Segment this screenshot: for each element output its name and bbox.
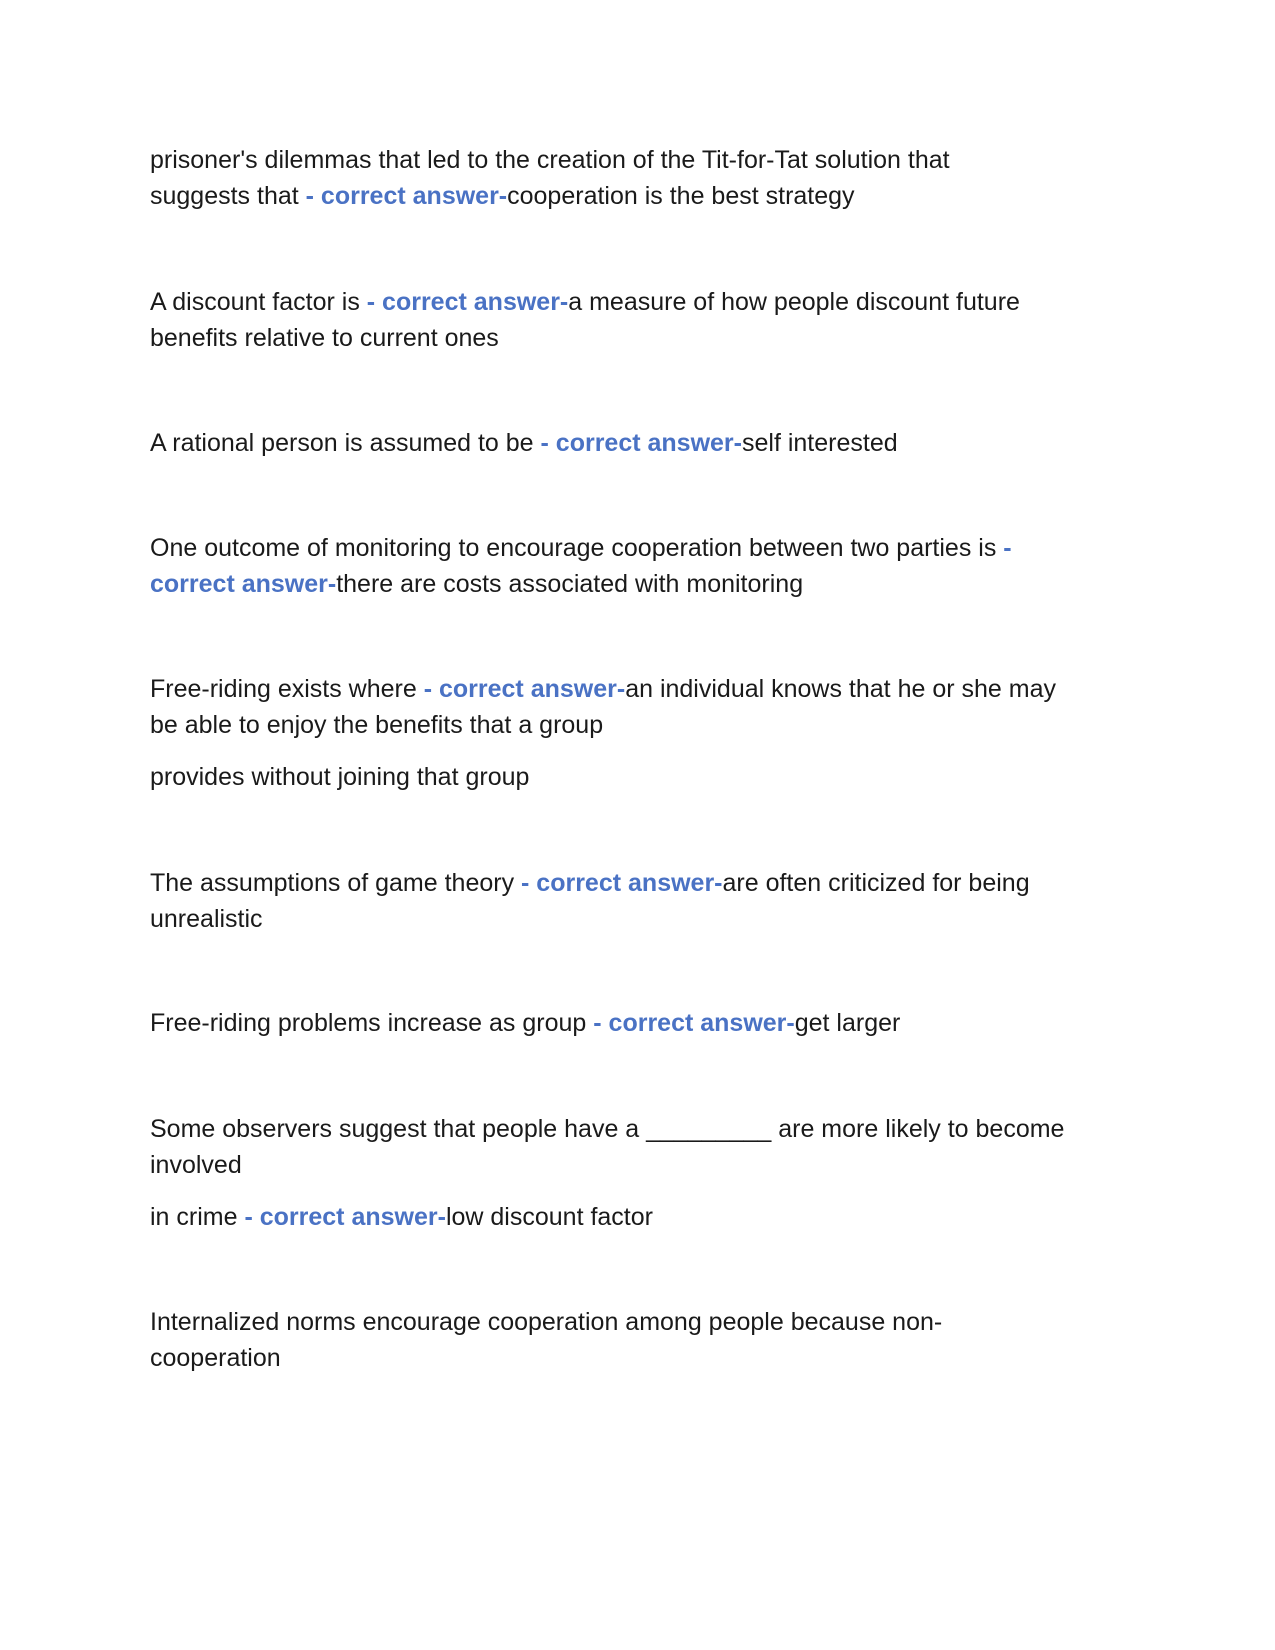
question-7-text: Free-riding problems increase as group (150, 1009, 594, 1037)
answer-2-text-cont: benefits relative to current ones (150, 324, 499, 352)
correct-answer-marker: - correct answer- (593, 1009, 795, 1037)
question-5-text: Free-riding exists where (150, 675, 424, 703)
question-9-text: Internalized norms encourage cooperation among people because non- (150, 1308, 943, 1336)
question-2-line-2 (150, 320, 1140, 356)
question-4-text: One outcome of monitoring to encourage cooperation between two parties is (150, 534, 1004, 562)
answer-3-text: self interested (741, 429, 898, 457)
question-6-line-2 (150, 901, 1140, 937)
question-4-line-2 (150, 566, 1140, 602)
question-3-line-1 (150, 425, 1140, 461)
correct-answer-marker: - correct answer- (521, 869, 723, 897)
question-5-line-3 (150, 759, 1140, 795)
question-5-line-2 (150, 707, 1140, 743)
question-9-line-2 (150, 1340, 1140, 1376)
question-6-text: The assumptions of game theory (150, 869, 522, 897)
question-8-text-cont-2: in crime (150, 1203, 245, 1231)
question-8-line-1 (150, 1111, 1140, 1147)
answer-7-text: get larger (794, 1009, 901, 1037)
question-7-line-1 (150, 1005, 1140, 1041)
question-1-line-1 (150, 142, 1140, 178)
question-5-line-1 (150, 671, 1140, 707)
answer-2-text: a measure of how people discount future (568, 288, 1020, 316)
correct-answer-marker: - correct answer- (244, 1203, 446, 1231)
question-3-text: A rational person is assumed to be (150, 429, 541, 457)
answer-1-text: cooperation is the best strategy (507, 182, 855, 210)
answer-5-text-cont-2: provides without joining that group (150, 763, 530, 791)
answer-4-text: there are costs associated with monitoring (336, 570, 804, 598)
correct-answer-marker: - correct answer- (423, 675, 626, 703)
question-8-text: Some observers suggest that people have a _________ are more likely to become (150, 1115, 1065, 1143)
question-9-text-cont: cooperation (150, 1344, 281, 1372)
correct-answer-marker: - correct answer- (366, 288, 569, 316)
correct-answer-marker-part-2: correct answer- (150, 570, 337, 598)
question-8-line-2 (150, 1147, 1140, 1183)
question-8-text-cont: involved (150, 1151, 242, 1179)
answer-5-text: an individual knows that he or she may (625, 675, 1056, 703)
answer-5-text-cont: be able to enjoy the benefits that a group (150, 711, 604, 739)
question-4-line-1 (150, 530, 1140, 566)
question-6-line-1 (150, 865, 1140, 901)
answer-6-text-cont: unrealistic (150, 905, 263, 933)
question-1-text: prisoner's dilemmas that led to the creation of the Tit-for-Tat solution that (150, 146, 950, 174)
correct-answer-marker: - correct answer- (305, 182, 508, 210)
question-1-text-cont: suggests that (150, 182, 306, 210)
question-8-line-3 (150, 1199, 1140, 1235)
answer-6-text: are often criticized for being (722, 869, 1030, 897)
question-1-line-2 (150, 178, 1140, 214)
question-2-text: A discount factor is (150, 288, 367, 316)
correct-answer-marker: - correct answer- (540, 429, 742, 457)
question-9-line-1 (150, 1304, 1140, 1340)
question-2-line-1 (150, 284, 1140, 320)
correct-answer-marker-part-1: - (1003, 534, 1012, 562)
answer-8-text: low discount factor (445, 1203, 653, 1231)
